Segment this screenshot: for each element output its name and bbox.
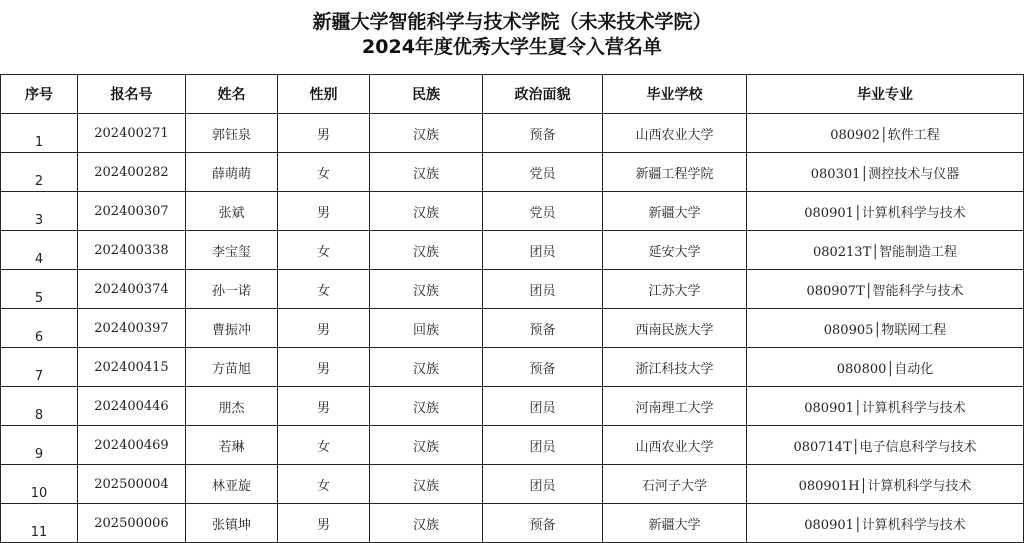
col-reg-no-cell: 202400271 [78,114,186,153]
table-row [1,192,1024,231]
col-ethnicity-cell: 汉族 [370,270,483,309]
col-name-cell: 李宝玺 [186,231,278,270]
col-political-cell: 预备 [483,114,603,153]
col-political-cell: 团员 [483,465,603,504]
document-title [0,0,1024,74]
col-ethnicity-cell: 汉族 [370,426,483,465]
col-major-cell: 080714T│电子信息科学与技术 [747,426,1024,465]
col-reg-no-cell: 202400338 [78,231,186,270]
table-row [1,231,1024,270]
col-seq-cell: 8 [1,387,78,426]
col-gender-cell: 男 [278,192,370,231]
col-school-cell: 新疆大学 [603,192,747,231]
col-major-cell: 080901│计算机科学与技术 [747,192,1024,231]
col-school-cell: 山西农业大学 [603,426,747,465]
table-body [1,114,1024,543]
col-seq-cell: 5 [1,270,78,309]
col-gender-cell: 女 [278,231,370,270]
col-school-header: 毕业学校 [603,75,747,114]
table-row [1,153,1024,192]
col-seq-cell: 10 [1,465,78,504]
col-major-cell: 080800│自动化 [747,348,1024,387]
col-ethnicity-cell: 汉族 [370,153,483,192]
col-school-cell: 西南民族大学 [603,309,747,348]
col-major-cell: 080901H│计算机科学与技术 [747,465,1024,504]
col-reg-no-cell: 202400446 [78,387,186,426]
col-political-cell: 党员 [483,192,603,231]
table-row [1,114,1024,153]
table-row [1,348,1024,387]
title-line-1: 新疆大学智能科学与技术学院（未来技术学院） [312,11,712,33]
col-seq-header: 序号 [1,75,78,114]
col-school-cell: 江苏大学 [603,270,747,309]
col-name-cell: 曹振冲 [186,309,278,348]
col-seq-cell: 3 [1,192,78,231]
col-school-cell: 浙江科技大学 [603,348,747,387]
title-line-2: 2024年度优秀大学生夏令入营名单 [362,36,662,58]
col-ethnicity-cell: 汉族 [370,387,483,426]
col-seq-cell: 1 [1,114,78,153]
col-seq-cell: 4 [1,231,78,270]
col-ethnicity-cell: 汉族 [370,231,483,270]
col-seq-cell: 9 [1,426,78,465]
col-major-header: 毕业专业 [747,75,1024,114]
col-political-cell: 团员 [483,426,603,465]
col-gender-cell: 男 [278,114,370,153]
col-reg-no-cell: 202400397 [78,309,186,348]
col-gender-header: 性别 [278,75,370,114]
col-ethnicity-cell: 回族 [370,309,483,348]
col-seq-cell: 2 [1,153,78,192]
col-school-cell: 石河子大学 [603,465,747,504]
col-major-cell: 080905│物联网工程 [747,309,1024,348]
col-reg-no-cell: 202400415 [78,348,186,387]
col-ethnicity-cell: 汉族 [370,114,483,153]
col-seq-cell: 7 [1,348,78,387]
col-political-cell: 团员 [483,270,603,309]
col-ethnicity-cell: 汉族 [370,504,483,543]
table-row [1,270,1024,309]
col-ethnicity-cell: 汉族 [370,192,483,231]
col-major-cell: 080902│软件工程 [747,114,1024,153]
col-gender-cell: 女 [278,426,370,465]
col-reg-no-cell: 202500006 [78,504,186,543]
col-ethnicity-cell: 汉族 [370,465,483,504]
col-reg-no-header: 报名号 [78,75,186,114]
col-political-cell: 团员 [483,231,603,270]
col-name-cell: 林亚旋 [186,465,278,504]
col-reg-no-cell: 202400469 [78,426,186,465]
admission-table [0,74,1024,543]
col-gender-cell: 男 [278,504,370,543]
col-name-cell: 若琳 [186,426,278,465]
col-name-header: 姓名 [186,75,278,114]
col-ethnicity-header: 民族 [370,75,483,114]
col-major-cell: 080301│测控技术与仪器 [747,153,1024,192]
col-school-cell: 河南理工大学 [603,387,747,426]
col-school-cell: 新疆大学 [603,504,747,543]
col-gender-cell: 男 [278,387,370,426]
col-name-cell: 孙一诺 [186,270,278,309]
col-gender-cell: 女 [278,270,370,309]
col-name-cell: 朋杰 [186,387,278,426]
col-seq-cell: 6 [1,309,78,348]
col-name-cell: 薛萌萌 [186,153,278,192]
col-gender-cell: 男 [278,309,370,348]
col-school-cell: 延安大学 [603,231,747,270]
col-political-cell: 预备 [483,348,603,387]
table-header-row [1,75,1024,114]
col-gender-cell: 男 [278,348,370,387]
table-row [1,504,1024,543]
col-political-cell: 党员 [483,153,603,192]
col-major-cell: 080901│计算机科学与技术 [747,387,1024,426]
col-major-cell: 080907T│智能科学与技术 [747,270,1024,309]
col-major-cell: 080901│计算机科学与技术 [747,504,1024,543]
table-row [1,309,1024,348]
col-name-cell: 方苗旭 [186,348,278,387]
table-row [1,387,1024,426]
col-school-cell: 新疆工程学院 [603,153,747,192]
col-gender-cell: 女 [278,153,370,192]
col-reg-no-cell: 202400374 [78,270,186,309]
col-seq-cell: 11 [1,504,78,543]
col-political-header: 政治面貌 [483,75,603,114]
col-gender-cell: 女 [278,465,370,504]
col-political-cell: 预备 [483,309,603,348]
col-name-cell: 张镇坤 [186,504,278,543]
table-row [1,426,1024,465]
col-ethnicity-cell: 汉族 [370,348,483,387]
col-reg-no-cell: 202400282 [78,153,186,192]
col-reg-no-cell: 202400307 [78,192,186,231]
table-row [1,465,1024,504]
col-major-cell: 080213T│智能制造工程 [747,231,1024,270]
col-name-cell: 郭钰泉 [186,114,278,153]
col-political-cell: 预备 [483,504,603,543]
col-political-cell: 团员 [483,387,603,426]
col-reg-no-cell: 202500004 [78,465,186,504]
col-school-cell: 山西农业大学 [603,114,747,153]
col-name-cell: 张斌 [186,192,278,231]
